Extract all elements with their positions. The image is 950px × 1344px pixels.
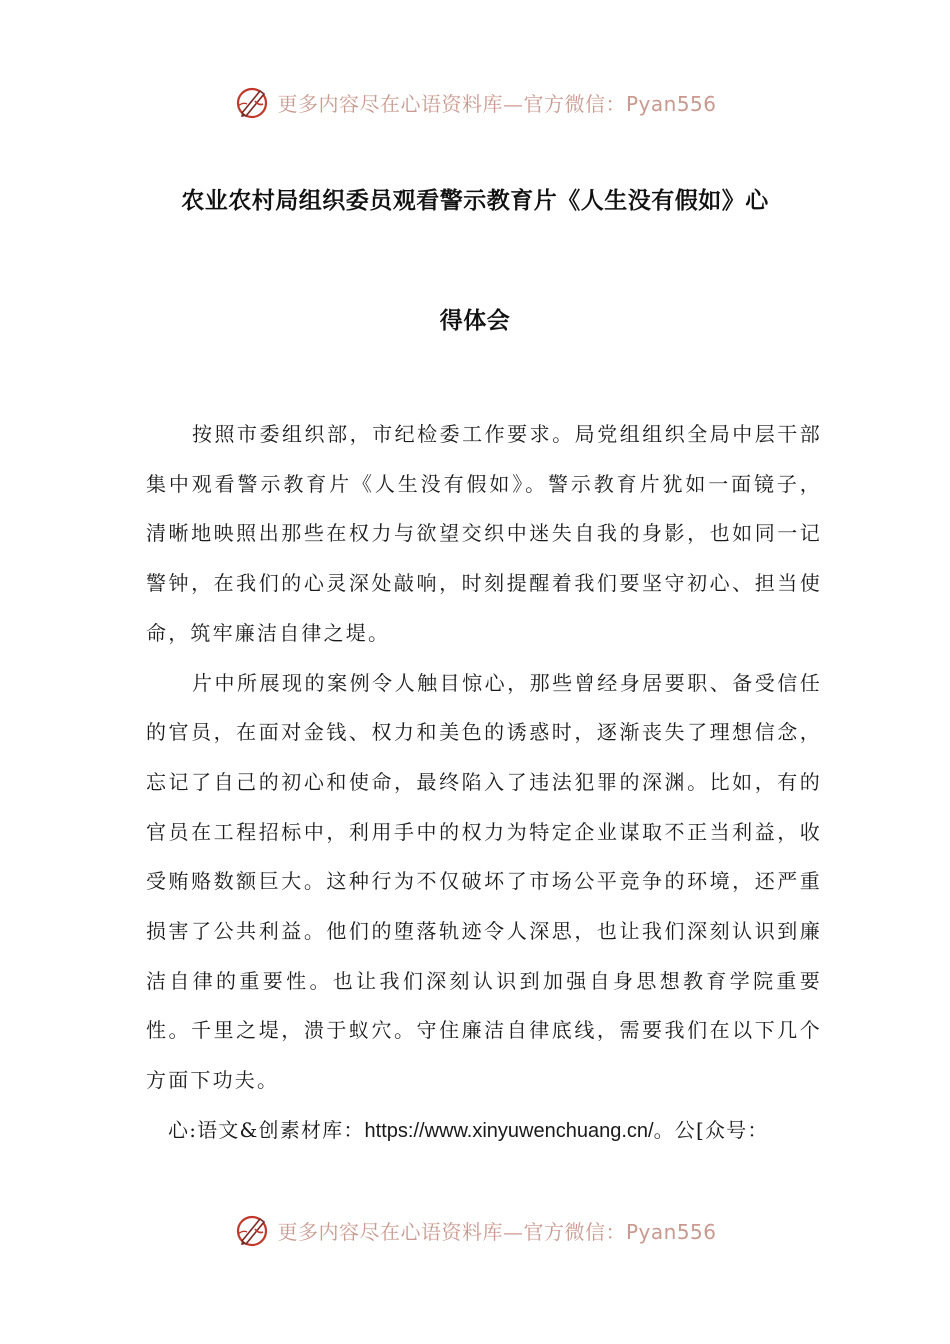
- header-wechat-id: Pyan556: [625, 91, 717, 116]
- pen-logo-icon: [233, 82, 273, 122]
- document-title-line2: 得体会: [439, 308, 511, 334]
- document-body: [146, 410, 822, 1106]
- footer-banner-text: [277, 1216, 716, 1245]
- header-banner: [0, 82, 950, 122]
- header-banner-label: 更多内容尽在心语资料库—官方微信：: [277, 91, 626, 116]
- header-banner-text: [277, 88, 716, 117]
- pen-logo-icon: [233, 1210, 273, 1250]
- paragraph-1: 按照市委组织部，市纪检委工作要求。局党组组织全局中层干部集中观看警示教育片《人生没有假如》。警示教育片犹如一面镜子，清晰地映照出那些在权力与欲望交织中迷失自我的身影，也如同一记警钟，在我们的心灵深处敲响，时刻提醒着我们要坚守初心、担当使命，筑牢廉洁自律之堤。: [146, 422, 822, 645]
- source-suffix: 。公[众号：: [653, 1118, 769, 1142]
- footer-wechat-id: Pyan556: [625, 1219, 717, 1244]
- footer-banner: [0, 1210, 950, 1250]
- document-title-line1: 农业农村局组织委员观看警示教育片《人生没有假如》心: [181, 188, 769, 214]
- source-line: [168, 1112, 848, 1149]
- source-prefix: 心:语文&创素材库：: [168, 1118, 365, 1142]
- source-url: https://www.xinyuwenchuang.cn/: [364, 1120, 654, 1142]
- footer-banner-label: 更多内容尽在心语资料库—官方微信：: [277, 1219, 626, 1244]
- paragraph-2: 片中所展现的案例令人触目惊心，那些曾经身居要职、备受信任的官员，在面对金钱、权力和美色的诱惑时，逐渐丧失了理想信念，忘记了自己的初心和使命，最终陷入了违法犯罪的深渊。比如，有的官员在工程招标中，利用手中的权力为特定企业谋取不正当利益，收受贿赂数额巨大。这种行为不仅破坏了市场公平竞争的环境，还严重损害了公共利益。他们的堕落轨迹令人深思，也让我们深刻认识到廉洁自律的重要性。也让我们深刻认识到加强自身思想教育学院重要性。千里之堤，溃于蚁穴。守住廉洁自律底线，需要我们在以下几个方面下功夫。: [146, 670, 822, 1093]
